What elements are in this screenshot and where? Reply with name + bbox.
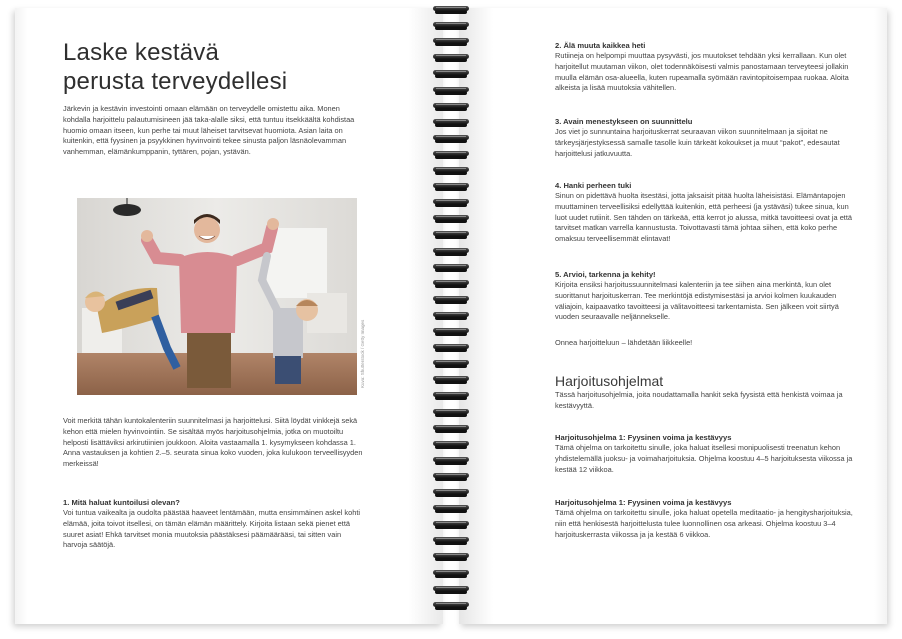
- section-1: [63, 497, 363, 551]
- spiral-coil: [433, 409, 469, 419]
- spiral-coil: [433, 553, 469, 563]
- spiral-coil: [433, 103, 469, 113]
- programs-section: [555, 373, 859, 412]
- spiral-coil: [433, 264, 469, 274]
- spiral-coil: [433, 473, 469, 483]
- section-1-text: Voi tuntua vaikealta ja oudolta päästää haaveet lentämään, mutta ensimmäinen askel kohti elämää, joita toivot itsellesi, on tämän elämän määrittely. Kirjoita listaan sekä pienet että suuret asiat! Ehkä tarvitset monia muutoksia päästäksesi päämäärääsi, tai sitten vain harvoja säätöjä.: [63, 508, 361, 550]
- right-page: [459, 8, 887, 624]
- spiral-coil: [433, 392, 469, 402]
- spiral-coil: [433, 425, 469, 435]
- spiral-coil: [433, 328, 469, 338]
- section-5-heading: 5. Arvioi, tarkenna ja kehity!: [555, 270, 656, 279]
- section-2: [555, 40, 859, 94]
- spiral-coil: [433, 505, 469, 515]
- spiral-coil: [433, 376, 469, 386]
- section-1-heading: 1. Mitä haluat kuntoilusi olevan?: [63, 498, 180, 507]
- photo-credit: Kuva: Shutterstock / Getty Images: [360, 319, 365, 388]
- spiral-coil: [433, 199, 469, 209]
- spiral-coil: [433, 183, 469, 193]
- section-3-text: Jos viet jo sunnuntaina harjoituskerrat seuraavan viikon suunnitelmaan ja sijoitat ne tärkeysjärjestyksessä samalle tasolle kuin tärkeät kokoukset ja muut “pakot”, edesautat harjoittelusi jatkuvuutta.: [555, 127, 840, 158]
- body-paragraph: Voit merkitä tähän kuntokalenteriin suunnitelmasi ja harjoittelusi. Siitä löydät vinkkejä sekä kehon että mielen hyvinvointiin. Se sisältää myös harjoitusohjelmia, jotka on muotoiltu helposti lisättäviksi arkirutiinien joukkoon. Aloita vastaamalla 1. kysymykseen kohdassa 1. Anna vastauksen ja kohtien 2.–5. seurata sinua koko vuoden, joka kulukoon terveellisyyden merkeissä!: [63, 416, 363, 469]
- section-3: [555, 116, 859, 159]
- family-photo: [77, 198, 357, 395]
- spiral-coil: [433, 215, 469, 225]
- intro-paragraph: Järkevin ja kestävin investointi omaan elämään on terveydelle omistettu aika. Monen kohdalla harjoittelu palautumisineen jää taka-alalle siksi, että tuntuu itsekkäältä kohdistaa huomio omaan itseen, kun perhe tai muut läheiset tarvitsevat huomiota. Asian laita on kuitenkin, että fyysinen ja psyykkinen hyvinvointi tekee sinusta paljon läsnäolevamman vanhemman, elämänkumppanin, tyttären, pojan, ystävän.: [63, 104, 355, 157]
- spiral-coil: [433, 457, 469, 467]
- section-3-heading: 3. Avain menestykseen on suunnittelu: [555, 117, 693, 126]
- spiral-coil: [433, 489, 469, 499]
- program-1-heading: Harjoitusohjelma 1: Fyysinen voima ja kestävyys: [555, 433, 732, 442]
- spiral-coil: [433, 248, 469, 258]
- program-1: [555, 432, 859, 475]
- section-5-text: Kirjoita ensiksi harjoitussuunnitelmasi kalenteriin ja tee siihen aina merkintä, kun olet suorittanut harjoituskerran. Tee merkintöjä edistymisestäsi ja arvioi kolmen kuukauden väliajoin, kaipaavatko tavoitteesi ja välitavoitteesi tarkentamista. Sen jälkeen voit siirtyä vuoden seuraavalle neljännekselle.: [555, 280, 839, 322]
- spiral-coil: [433, 280, 469, 290]
- spiral-coil: [433, 296, 469, 306]
- spiral-coil: [433, 441, 469, 451]
- spiral-coil: [433, 151, 469, 161]
- spiral-binding: [433, 6, 469, 626]
- spiral-coil: [433, 537, 469, 547]
- spiral-coil: [433, 54, 469, 64]
- spiral-coil: [433, 119, 469, 129]
- spiral-coil: [433, 570, 469, 580]
- spiral-coil: [433, 360, 469, 370]
- left-page: [15, 8, 443, 624]
- spiral-coil: [433, 167, 469, 177]
- section-4-heading: 4. Hanki perheen tuki: [555, 181, 632, 190]
- spiral-coil: [433, 87, 469, 97]
- program-1-text: Tämä ohjelma on tarkoitettu sinulle, joka haluat itsellesi monipuolisesti treenatun kehon yhdistelemällä juoksu- ja voimaharjoituksia. Ohjelma koostuu 4–5 harjoituksesta viikossa ja kestää 12 viikkoa.: [555, 443, 853, 474]
- section-4: [555, 180, 859, 245]
- spiral-coil: [433, 231, 469, 241]
- spiral-coil: [433, 135, 469, 145]
- section-4-text: Sinun on pidettävä huolta itsestäsi, jotta jaksaisit pitää huolta läheisistäsi. Elämäntapojen muuttaminen terveellisiksi edellyttää kuitenkin, että perheesi (ja ystäväsi) tukee sinua, kun luot uudet rutiinit. Sen tähden on tärkeää, että kerrot jo alussa, mitkä tavoitteesi ovat ja että tarvitset matkan varrella kannustusta. Toivottavasti tämä johtaa siihen, että koko perhe omaksuu terveellisemmät elintavat!: [555, 191, 853, 244]
- spiral-coil: [433, 6, 469, 16]
- program-2-text: Tämä ohjelma on tarkoitettu sinulle, joka haluat opetella meditaatio- ja hengitysharjoituksia, niin että henkisestä harjoittelusta tulee luonnollinen osa arkeasi. Ohjelma koostuu 3–4 harjoituskerrasta viikossa ja ja kestää 6 viikkoa.: [555, 508, 853, 539]
- spiral-coil: [433, 602, 469, 612]
- spiral-coil: [433, 70, 469, 80]
- spiral-coil: [433, 586, 469, 596]
- spiral-coil: [433, 22, 469, 32]
- page-title: Laske kestävä perusta terveydellesi: [63, 39, 288, 95]
- section-2-text: Rutiineja on helpompi muuttaa pysyvästi, jos muutokset tehdään yksi kerrallaan. Kun olet harjoitellut muutaman viikon, olet todennäköisesti valmis panostamaan terveyteesi jollakin muulla elämän osa-alueella, kuten rupeamalla syömään ravintopitoisempaa ruokaa. Aloita alkeista ja lisää muutoksia vähitellen.: [555, 51, 849, 93]
- spiral-coil: [433, 38, 469, 48]
- program-2-heading: Harjoitusohjelma 1: Fyysinen voima ja kestävyys: [555, 498, 732, 507]
- programs-title: Harjoitusohjelmat: [555, 373, 664, 389]
- closing-line: Onnea harjoitteluun – lähdetään liikkeelle!: [555, 338, 693, 347]
- programs-intro: Tässä harjoitusohjelmia, joita noudattamalla hankit sekä fyysistä että henkistä voimaa ja kestävyyttä.: [555, 390, 843, 410]
- spiral-coil: [433, 312, 469, 322]
- program-2: [555, 497, 859, 540]
- section-2-heading: 2. Älä muuta kaikkea heti: [555, 41, 646, 50]
- spiral-coil: [433, 521, 469, 531]
- spiral-coil: [433, 344, 469, 354]
- section-5: [555, 269, 859, 323]
